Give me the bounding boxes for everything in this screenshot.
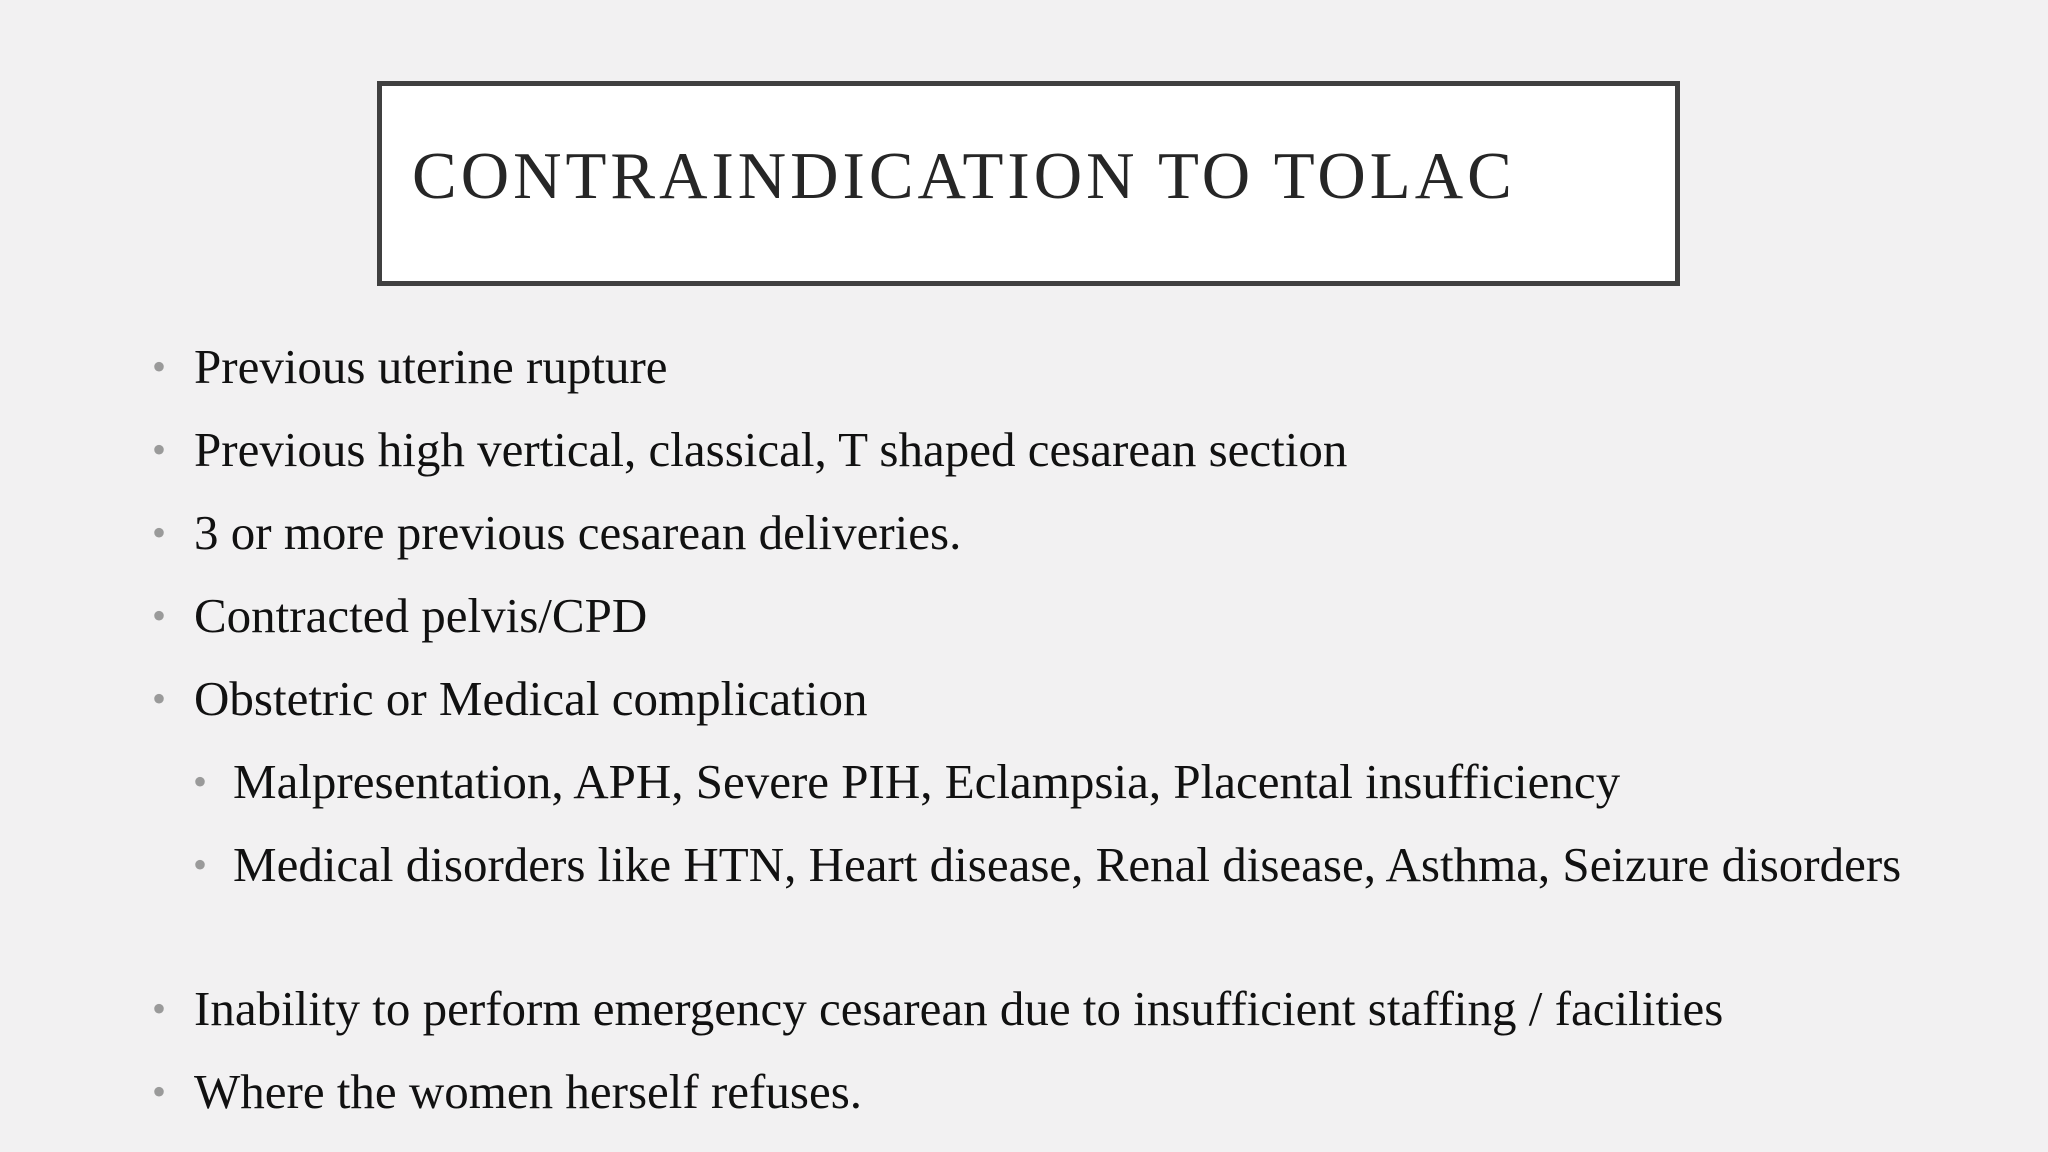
bullet-text: Medical disorders like HTN, Heart disease, Renal disease, Asthma, Seizure disorders [233, 837, 1902, 892]
bullet-text: Obstetric or Medical complication [194, 671, 868, 726]
bullet-icon: • [152, 344, 167, 389]
bullet-icon: • [193, 759, 208, 804]
bullet-item-women-refuses [152, 1061, 863, 1123]
slide-title: CONTRAINDICATION TO TOLAC [412, 139, 1516, 213]
bullet-item-previous-high-vertical [152, 419, 1348, 481]
bullet-icon: • [152, 1069, 167, 1114]
bullet-item-previous-cesarean-deliveries [152, 502, 962, 564]
sub-bullet-item-malpresentation [193, 751, 1621, 813]
bullet-text: Previous high vertical, classical, T shaped cesarean section [194, 422, 1348, 477]
bullet-text: Previous uterine rupture [194, 339, 668, 394]
bullet-item-inability-to-perform [152, 978, 1724, 1040]
bullet-icon: • [152, 593, 167, 638]
bullet-icon: • [152, 986, 167, 1031]
bullet-icon: • [152, 510, 167, 555]
bullet-icon: • [193, 842, 208, 887]
bullet-text: Malpresentation, APH, Severe PIH, Eclampsia, Placental insufficiency [233, 754, 1621, 809]
bullet-item-obstetric-medical-complication [152, 668, 868, 730]
bullet-text: 3 or more previous cesarean deliveries. [194, 505, 962, 560]
bullet-text: Where the women herself refuses. [194, 1064, 863, 1119]
bullet-icon: • [152, 427, 167, 472]
bullet-item-contracted-pelvis [152, 585, 648, 647]
sub-bullet-item-medical-disorders [193, 834, 1941, 896]
bullet-icon: • [152, 676, 167, 721]
bullet-text: Contracted pelvis/CPD [194, 588, 648, 643]
bullet-item-previous-uterine-rupture [152, 336, 668, 398]
bullet-text: Inability to perform emergency cesarean due to insufficient staffing / facilities [194, 981, 1724, 1036]
